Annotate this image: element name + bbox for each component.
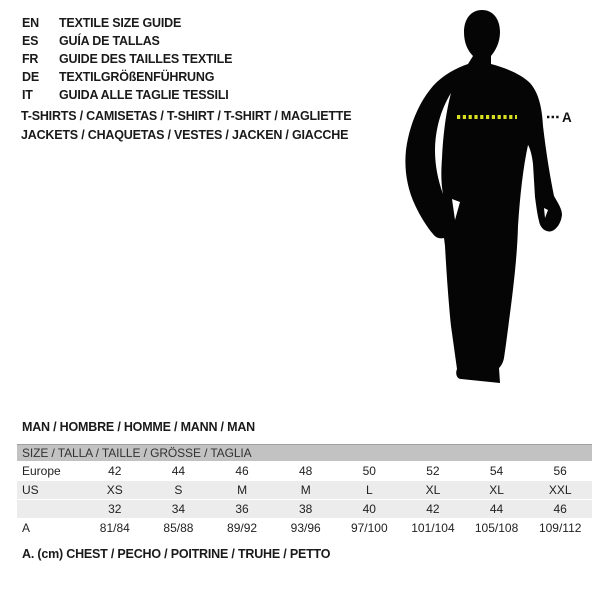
table-cell: 42 [108,464,122,478]
row-label: US [17,481,83,500]
table-cell: 44 [171,464,186,478]
section-title-man: MAN / HOMBRE / HOMME / MANN / MAN [22,420,255,434]
table-cell: 101/104 [411,521,455,535]
table-cell: 81/84 [99,521,130,535]
measure-label-a: A [562,110,572,125]
table-cell: 46 [235,464,249,478]
table-cell: M [274,481,338,500]
table-cell: XXL [528,481,592,500]
table-cell: 40 [338,500,402,519]
table-cell: XL [465,481,529,500]
table-cell: 50 [362,464,376,478]
category-jackets: JACKETS / CHAQUETAS / VESTES / JACKEN / GIACCHE [21,127,349,142]
table-cell: S [147,481,211,500]
table-cell: 93/96 [290,521,321,535]
table-cell: 48 [299,464,313,478]
table-cell: 56 [553,464,567,478]
table-cell: 38 [274,500,338,519]
language-code: DE [22,70,39,84]
language-code: FR [22,52,39,66]
table-cell: M [210,481,274,500]
row-label [17,500,83,519]
table-cell: 46 [528,500,592,519]
table-cell: 85/88 [163,521,194,535]
table-cell: 42 [401,500,465,519]
table-row-europe [17,462,592,481]
language-code: EN [22,16,39,30]
language-label: GUIDA ALLE TAGLIE TESSILI [59,88,229,102]
language-code: ES [22,34,39,48]
row-label: A [22,521,31,535]
size-table [17,444,592,537]
table-cell: 44 [465,500,529,519]
table-cell: 36 [210,500,274,519]
table-cell: 52 [426,464,440,478]
table-cell: XL [401,481,465,500]
size-table-header-row [17,445,592,462]
table-row-us [17,481,592,500]
table-cell: 89/92 [227,521,258,535]
table-row-numeric [17,500,592,519]
table-cell: 97/100 [350,521,388,535]
table-row-a-chest [17,519,592,538]
table-cell: 34 [147,500,211,519]
measurement-note: A. (cm) CHEST / PECHO / POITRINE / TRUHE / PETTO [22,547,331,561]
table-cell: 109/112 [538,521,582,535]
language-label: GUÍA DE TALLAS [59,34,160,48]
language-code: IT [22,88,33,102]
table-cell: XS [83,481,147,500]
table-cell: 105/108 [474,521,519,535]
language-label: GUIDE DES TAILLES TEXTILE [59,52,233,66]
man-silhouette [405,10,562,383]
row-label: Europe [22,464,61,478]
category-tshirts: T-SHIRTS / CAMISETAS / T-SHIRT / T-SHIRT / MAGLIETTE [21,109,352,123]
size-table-header: SIZE / TALLA / TAILLE / GRÖSSE / TAGLIA [17,445,592,462]
table-cell: 32 [83,500,147,519]
table-cell: 54 [489,464,504,478]
table-cell: L [338,481,402,500]
language-label: TEXTILGRÖßENFÜHRUNG [59,70,215,84]
language-label: TEXTILE SIZE GUIDE [59,16,182,30]
